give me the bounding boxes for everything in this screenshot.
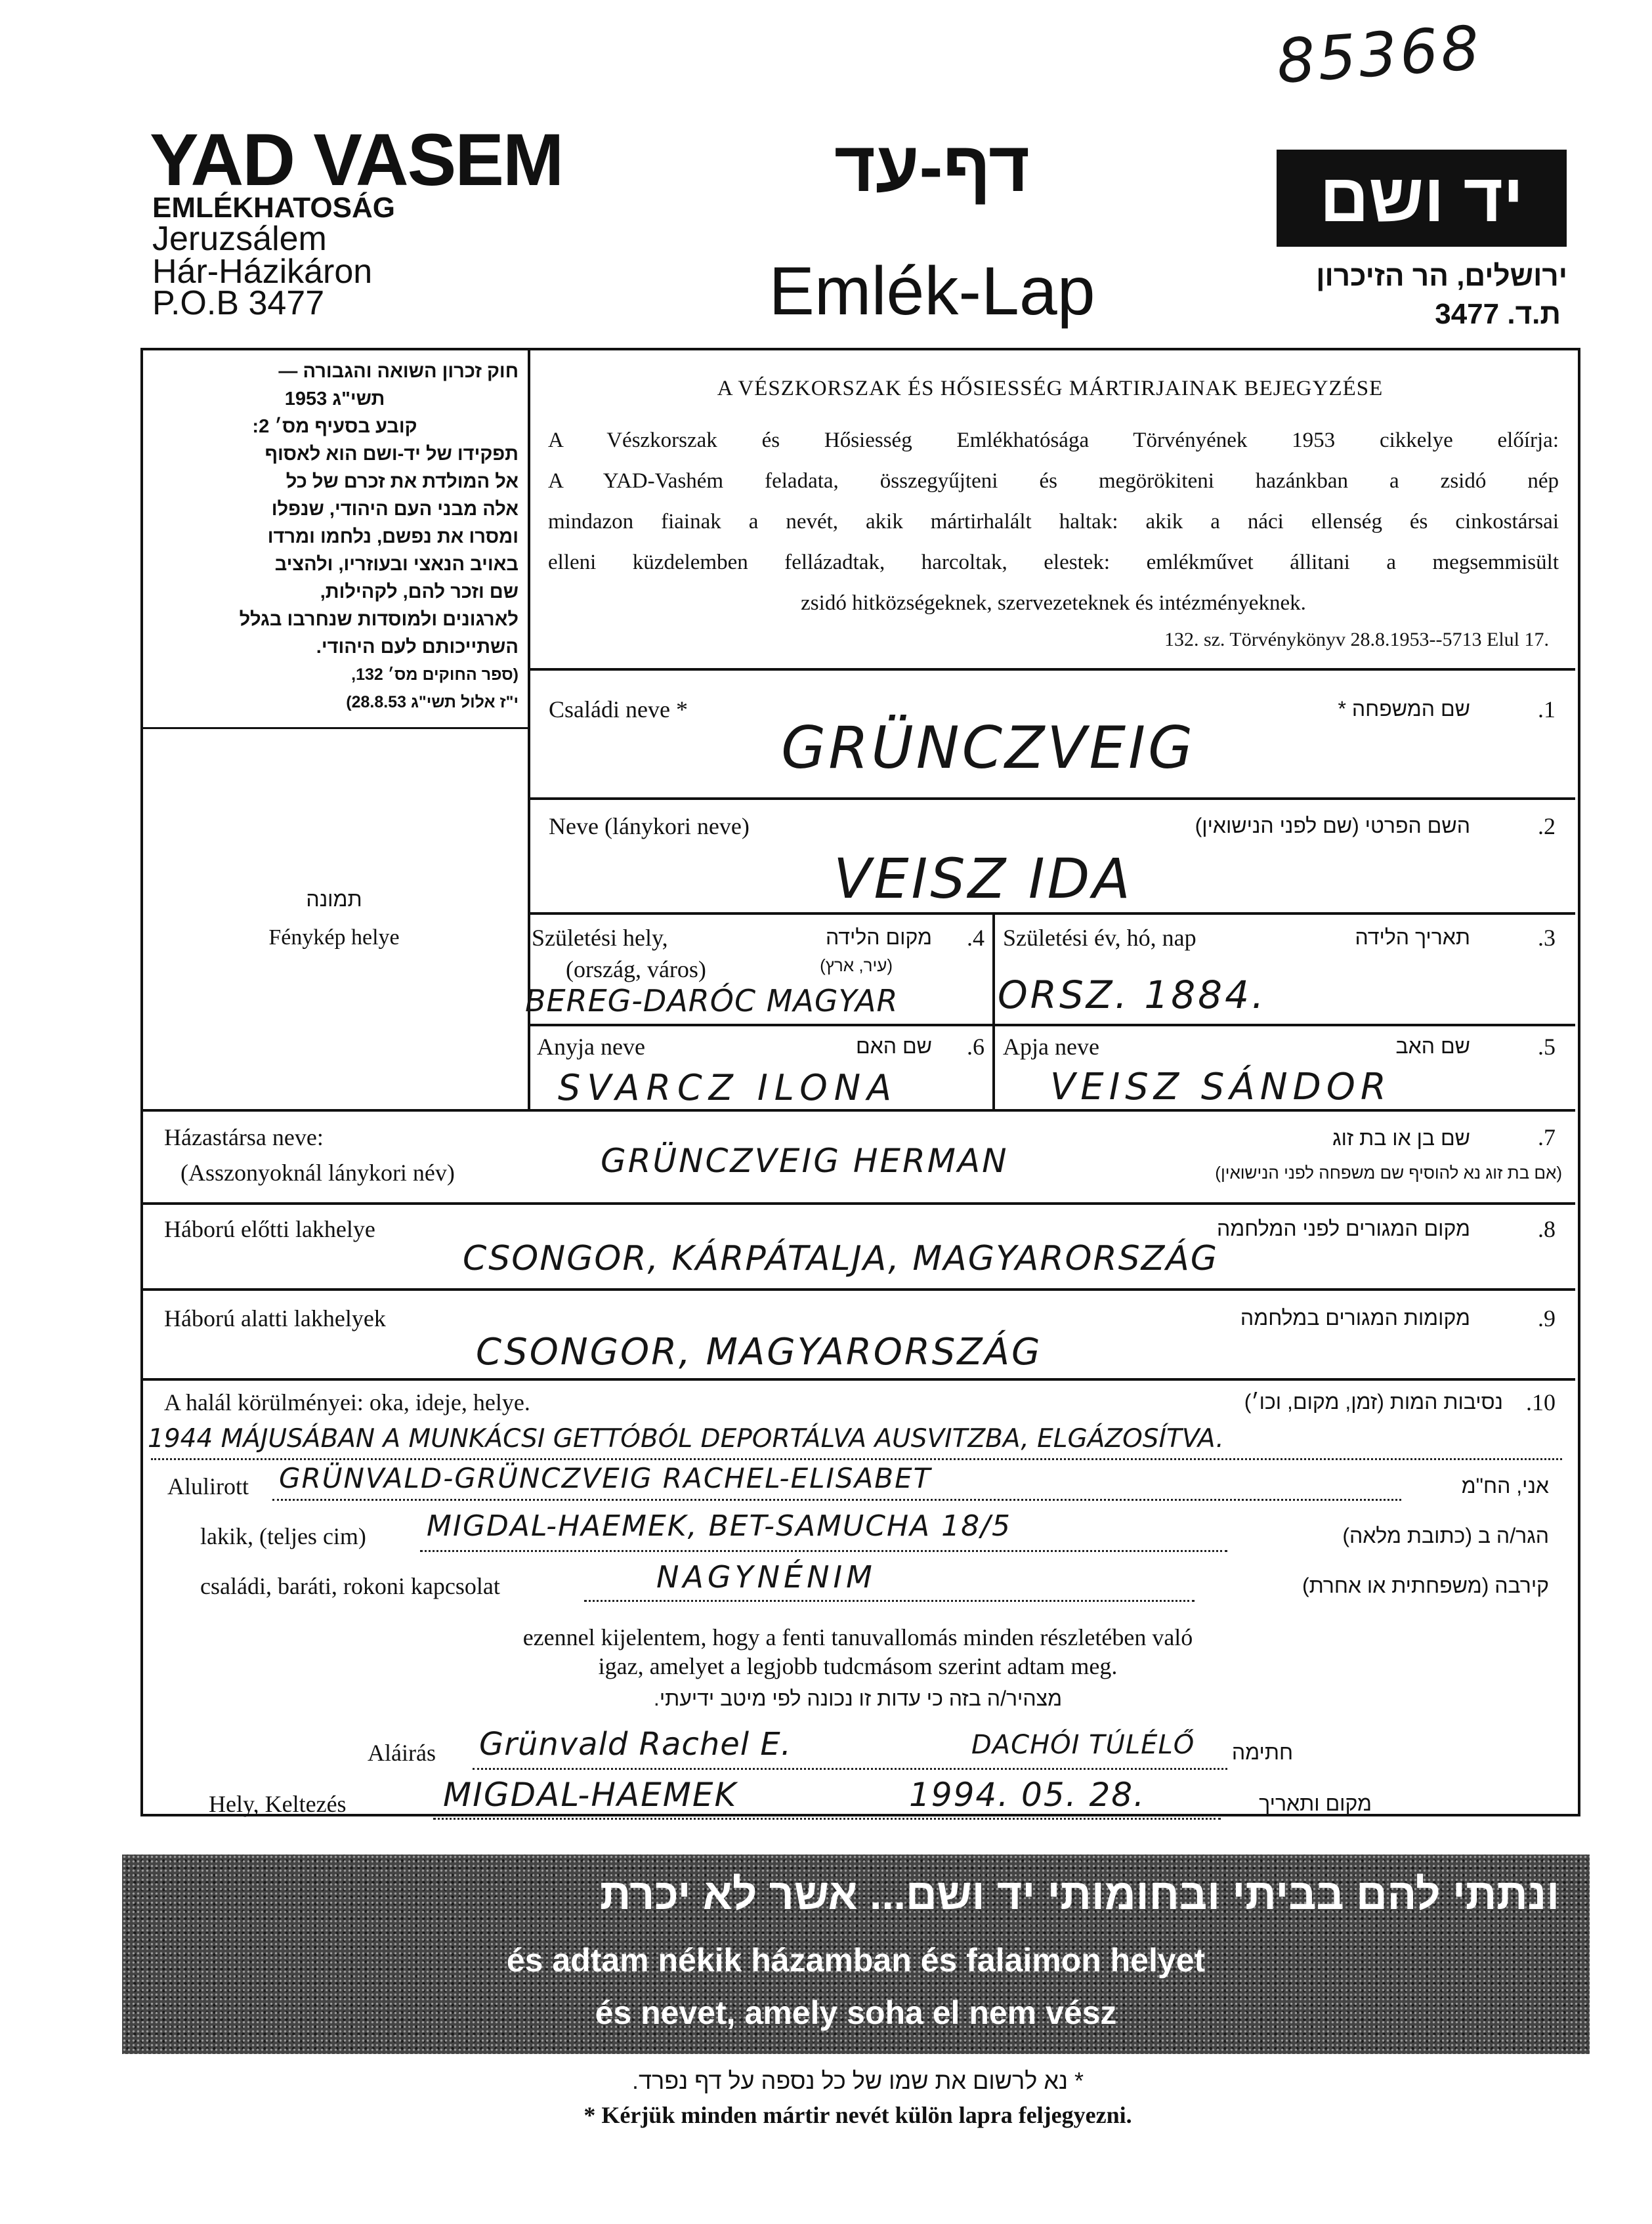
- birth-place-sublabel: (ország, város): [566, 956, 706, 982]
- law-line: י"ז אלול תשי"ג 28.8.53): [346, 693, 519, 711]
- address-value: MIGDAL-HAEMEK, BET-SAMUCHA 18/5: [427, 1509, 1011, 1543]
- hebrew-pob: ת.ד. 3477: [1435, 298, 1561, 330]
- hebrew-address: ירושלים, הר הזיכרון: [1316, 260, 1567, 292]
- quote-banner: [122, 1855, 1590, 2054]
- birth-column-divider: [992, 912, 995, 1109]
- submitter-value: GRÜNVALD-GRÜNCZVEIG RACHEL-ELISABET: [279, 1462, 932, 1494]
- intro-heading: A VÉSZKORSZAK ÉS HŐSIESSÉG MÁRTIRJAINAK BEJEGYZÉSE: [717, 377, 1384, 400]
- sep-given: [528, 912, 1575, 915]
- hebrew-form-title: דף-עד: [834, 127, 1030, 206]
- date-value: 1994. 05. 28.: [909, 1776, 1145, 1814]
- yad-vashem-logo: [1277, 150, 1567, 247]
- relation-line: [584, 1600, 1195, 1602]
- submitter-label: Alulirott: [167, 1473, 249, 1500]
- given-name-label: Neve (lánykori neve): [549, 813, 750, 839]
- family-name-number: .1: [1538, 696, 1556, 723]
- intro-body: [548, 420, 1559, 623]
- family-name-label: Családi neve *: [549, 696, 688, 723]
- intro-line: A YAD-Vashém feladata, összegyűjteni és megörökiteni hazánkban a zsidó nép: [548, 469, 1559, 493]
- birth-place-hebrew-sub: (עיר, ארץ): [820, 955, 893, 975]
- law-line: תשי"ג 1953: [284, 388, 385, 409]
- mother-name-value: SVARCZ ILONA: [558, 1067, 899, 1108]
- birth-place-number: .4: [967, 925, 985, 951]
- sep-spouse: [140, 1202, 1575, 1205]
- law-line: אלה מבני העם היהודי, שנפלו: [271, 499, 519, 520]
- death-value: 1944 MÁJUSÁBAN A MUNKÁCSI GETTÓBÓL DEPORTÁLVA AUSVITZBA, ELGÁZOSÍTVA.: [148, 1424, 1224, 1454]
- prewar-number: .8: [1538, 1216, 1556, 1242]
- declaration-line-2: igaz, amelyet a legjobb tudcmásom szerint adtam meg.: [598, 1653, 1118, 1679]
- footer-note: * Kérjük minden mártir nevét külön lapra feljegyezni.: [583, 2102, 1132, 2128]
- birth-place-label: Születési hely,: [532, 925, 668, 951]
- org-title: YAD VASEM: [150, 119, 563, 201]
- relation-value: NAGYNÉNIM: [656, 1559, 876, 1595]
- sep-family: [528, 797, 1575, 800]
- sep-prewar: [140, 1288, 1575, 1291]
- birth-date-value: ORSZ. 1884.: [998, 973, 1267, 1017]
- signature-line: [473, 1768, 1227, 1770]
- wartime-label: Háború alatti lakhelyek: [164, 1305, 386, 1332]
- law-line: אל המולדת את זכרם של כל: [286, 471, 519, 492]
- spouse-sublabel: (Asszonyoknál lánykori név): [180, 1160, 455, 1186]
- law-box-separator: [140, 727, 528, 729]
- intro-citation: 132. sz. Törvénykönyv 28.8.1953--5713 Elul 17.: [1164, 629, 1549, 650]
- death-label: A halál körülményei: oka, ideje, helye.: [164, 1389, 530, 1416]
- death-number: .10: [1526, 1389, 1556, 1416]
- birth-place-value: BEREG-DARÓC MAGYAR: [525, 983, 899, 1018]
- photo-hebrew-label: תמונה: [306, 887, 362, 911]
- signature-label: Aláirás: [368, 1740, 436, 1766]
- father-name-number: .5: [1538, 1034, 1556, 1060]
- address-hebrew: הגר/ה ב (כתובת מלאה): [1342, 1524, 1549, 1547]
- law-line: לארגונים ולמוסדות שנחרבו בגלל: [239, 609, 519, 630]
- law-line: באויב הנאצי ובעוזריו, ולהציב: [274, 554, 519, 575]
- sep-intro: [528, 668, 1575, 671]
- birth-date-number: .3: [1538, 925, 1556, 951]
- footer-hebrew: * נא לרשום את שמו של כל נספה על דף נפרד.: [632, 2067, 1084, 2094]
- law-line: קובע בסעיף מס׳ 2:: [252, 416, 417, 437]
- law-box: [151, 358, 519, 716]
- intro-line: A Vészkorszak és Hősiesség Emlékhatósága Törvényének 1953 cikkelye előírja:: [548, 429, 1559, 452]
- intro-line: elleni küzdelemben fellázadtak, harcoltak, elestek: emlékművet állitani a megsemmisült: [548, 551, 1559, 574]
- signature-value: Grünvald Rachel E.: [479, 1726, 792, 1763]
- father-name-hebrew: שם האב: [1395, 1034, 1470, 1058]
- given-name-value: VEISZ IDA: [834, 847, 1133, 911]
- given-name-hebrew: השם הפרטי (שם לפני הנישואין): [1195, 814, 1470, 837]
- form-title: Emlék-Lap: [769, 253, 1095, 329]
- wartime-number: .9: [1538, 1305, 1556, 1332]
- mother-name-hebrew: שם האם: [855, 1034, 932, 1058]
- relation-label: családi, baráti, rokoni kapcsolat: [200, 1573, 500, 1599]
- intro-line: mindazon fiainak a nevét, akik mártirhalált haltak: akik a náci ellenség és cinkostársai: [548, 510, 1559, 534]
- spouse-label: Házastársa neve:: [164, 1124, 324, 1150]
- spouse-value: GRÜNCZVEIG HERMAN: [601, 1142, 1009, 1180]
- banner-hebrew: ונתתי להם בביתי ובחומותי יד ושם... אשר לא יכרת: [599, 1870, 1559, 1918]
- law-line: חוק זכרון השואה והגבורה —: [278, 361, 519, 382]
- archive-number: 85368: [1274, 12, 1485, 97]
- place-date-line: [433, 1818, 1221, 1820]
- mother-name-number: .6: [967, 1034, 985, 1060]
- family-name-value: GRÜNCZVEIG: [781, 714, 1196, 782]
- address-label: lakik, (teljes cim): [200, 1523, 366, 1549]
- law-line: (ספר החוקים מס׳ 132,: [351, 665, 519, 684]
- relation-hebrew: קירבה (משפחתית או אחרת): [1302, 1574, 1549, 1597]
- spouse-hebrew: שם בן או בת זוג: [1332, 1126, 1470, 1150]
- address-city: Jeruzsálem: [152, 220, 327, 258]
- death-hebrew: נסיבות המות (זמן, מקום, וכו׳): [1244, 1390, 1503, 1414]
- law-line: שם וזכר להם, לקהילות,: [320, 581, 519, 602]
- birth-date-label: Születési év, hó, nap: [1003, 925, 1197, 951]
- submitter-line: [272, 1499, 1401, 1501]
- submitter-hebrew: אני, הח"מ: [1461, 1474, 1549, 1498]
- sep-wartime: [140, 1378, 1575, 1381]
- signature-note: DACHÓI TÚLÉLŐ: [971, 1730, 1195, 1760]
- sep-birth: [528, 1024, 1575, 1026]
- address-pob: P.O.B 3477: [152, 284, 325, 322]
- law-line: ומסרו את נפשם, נלחמו ומרדו: [267, 526, 519, 547]
- spouse-number: .7: [1538, 1124, 1556, 1150]
- given-name-number: .2: [1538, 813, 1556, 839]
- signature-hebrew: חתימה: [1231, 1740, 1293, 1764]
- place-date-hebrew: מקום ותאריך: [1259, 1792, 1372, 1815]
- place-value: MIGDAL-HAEMEK: [443, 1776, 738, 1814]
- birth-date-hebrew: תאריך הלידה: [1355, 925, 1470, 949]
- spouse-hebrew-sub: (אם בת זוג נא להוסיף שם משפחה לפני הנישואין): [1215, 1163, 1562, 1183]
- place-date-label: Hely, Keltezés: [209, 1791, 347, 1817]
- intro-line: zsidó hitközségeknek, szervezeteknek és intézményeknek.: [801, 591, 1306, 615]
- banner-line-2: és nevet, amely soha el nem vész: [595, 1994, 1117, 2031]
- sep-parents: [140, 1109, 1575, 1112]
- banner-line-1: és adtam nékik házamban és falaimon helyet: [506, 1942, 1206, 1979]
- logo-text: יד ושם: [1319, 160, 1524, 236]
- declaration-line-1: ezennel kijelentem, hogy a fenti tanuvallomás minden részletében való: [522, 1624, 1193, 1650]
- prewar-value: CSONGOR, KÁRPÁTALJA, MAGYARORSZÁG: [463, 1239, 1219, 1278]
- birth-place-hebrew: מקום הלידה: [825, 925, 932, 949]
- law-line: תפקידו של יד-ושם הוא לאסוף: [265, 444, 519, 465]
- wartime-hebrew: מקומות המגורים במלחמה: [1240, 1306, 1470, 1330]
- death-value-line: [151, 1458, 1562, 1460]
- father-name-label: Apja neve: [1003, 1034, 1099, 1060]
- wartime-value: CSONGOR, MAGYARORSZÁG: [476, 1331, 1042, 1374]
- prewar-label: Háború előtti lakhelye: [164, 1216, 375, 1242]
- org-subtitle: EMLÉKHATOSÁG: [152, 192, 395, 224]
- address-line: [420, 1550, 1227, 1552]
- photo-label: Fénykép helye: [268, 925, 400, 950]
- prewar-hebrew: מקום המגורים לפני המלחמה: [1217, 1217, 1470, 1240]
- address-mountain: Hár-Házikáron: [152, 253, 373, 291]
- father-name-value: VEISZ SÁNDOR: [1050, 1066, 1391, 1108]
- family-name-hebrew: שם המשפחה *: [1338, 697, 1470, 721]
- law-line: השתייכותם לעם היהודי.: [316, 637, 519, 658]
- declaration-hebrew: מצהיר/ה בזה כי עדות זו נכונה לפי מיטב ידיעתי.: [653, 1687, 1063, 1710]
- mother-name-label: Anyja neve: [537, 1034, 645, 1060]
